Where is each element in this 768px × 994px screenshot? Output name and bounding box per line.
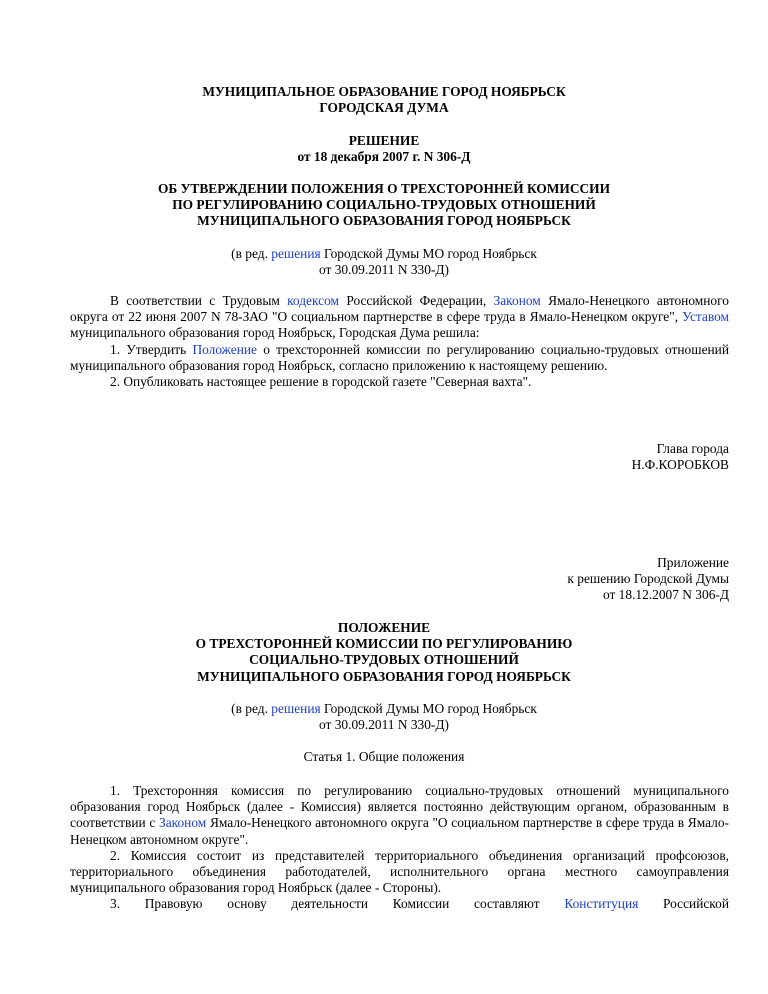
decision-item-1: 1. Утвердить Положение о трехсторонней комиссии по регулированию социально-трудовых отношений муниципального образования город Ноябрьск, согласно приложению к настоящему решению.	[70, 341, 730, 373]
regulation-title: ПОЛОЖЕНИЕ О ТРЕХСТОРОННЕЙ КОМИССИИ ПО РЕГУЛИРОВАНИЮ СОЦИАЛЬНО-ТРУДОВЫХ ОТНОШЕНИЙ МУНИЦИПАЛЬНОГО ОБРАЗОВАНИЯ ГОРОД НОЯБРЬСК	[195, 620, 573, 684]
yanao-law-link[interactable]: Законом	[159, 815, 207, 831]
revision-note: (в ред. решения Городской Думы МО город Ноябрьск от 30.09.2011 N 330-Д)	[231, 246, 537, 278]
title-line: ПО РЕГУЛИРОВАНИЮ СОЦИАЛЬНО-ТРУДОВЫХ ОТНОШЕНИЙ	[172, 197, 596, 213]
signature-block	[400, 441, 729, 473]
article-heading: Статья 1. Общие положения	[303, 749, 465, 764]
title-line: МУНИЦИПАЛЬНОГО ОБРАЗОВАНИЯ ГОРОД НОЯБРЬСК	[197, 213, 571, 229]
revision-decision-link[interactable]: решения	[271, 701, 321, 716]
document-header	[0, 84, 768, 116]
decision-heading	[0, 133, 768, 165]
revision-decision-link[interactable]: решения	[271, 246, 321, 261]
article-paragraph-2: 2. Комиссия состоит из представителей территориального объединения организаций профсоюзов, территориального объединения работодателей, исполнительного органа местного самоуправления муниципального образования город Ноябрьск (далее - Стороны).	[70, 847, 729, 896]
doc-type: РЕШЕНИЕ	[348, 133, 420, 148]
document-title	[0, 181, 768, 230]
doc-date: от 18 декабря 2007 г. N 306-Д	[297, 149, 471, 165]
org-body: ГОРОДСКАЯ ДУМА	[319, 100, 449, 116]
charter-link[interactable]: Уставом	[682, 309, 729, 325]
signer-name: Н.Ф.КОРОБКОВ	[631, 457, 729, 473]
title-line: ОБ УТВЕРЖДЕНИИ ПОЛОЖЕНИЯ О ТРЕХСТОРОННЕЙ КОМИССИИ	[157, 181, 611, 196]
revision-note: (в ред. решения Городской Думы МО город Ноябрьск от 30.09.2011 N 330-Д)	[231, 701, 537, 733]
signer-position: Глава города	[656, 441, 729, 456]
appendix-block: Приложение к решению Городской Думы от 18.12.2007 N 306-Д	[567, 555, 729, 603]
org-name: МУНИЦИПАЛЬНОЕ ОБРАЗОВАНИЕ ГОРОД НОЯБРЬСК	[202, 84, 566, 99]
labor-code-link[interactable]: кодексом	[287, 293, 340, 308]
preamble-block	[70, 293, 729, 390]
decision-item-2: 2. Опубликовать настоящее решение в городской газете "Северная вахта".	[110, 374, 532, 390]
article-paragraph-1: 1. Трехсторонняя комиссия по регулированию социально-трудовых отношений муниципального образования город Ноябрьск (далее - Комиссия) является постоянно действующим органом, образованным в соответствии с Законом Ямало-Ненецкого автономного округа "О социальном партнерстве в сфере труда в Ямало-Ненецком автономном округе".	[70, 783, 729, 847]
regulation-link[interactable]: Положение	[192, 341, 257, 357]
preamble-paragraph: В соответствии с Трудовым кодексом Российской Федерации, Законом Ямало-Ненецкого автономного округа от 22 июня 2007 N 78-ЗАО "О социальном партнерстве в сфере труда в Ямало-Ненецком округе", Уставом муниципального образования город Ноябрьск, Городская Дума решила:	[70, 293, 729, 341]
constitution-link[interactable]: Конституция	[564, 896, 639, 912]
article-paragraph-3: 3. Правовую основу деятельности Комиссии составляют Конституция Российской	[110, 896, 729, 912]
article-body	[70, 783, 729, 913]
yanao-law-link[interactable]: Законом	[493, 293, 541, 308]
